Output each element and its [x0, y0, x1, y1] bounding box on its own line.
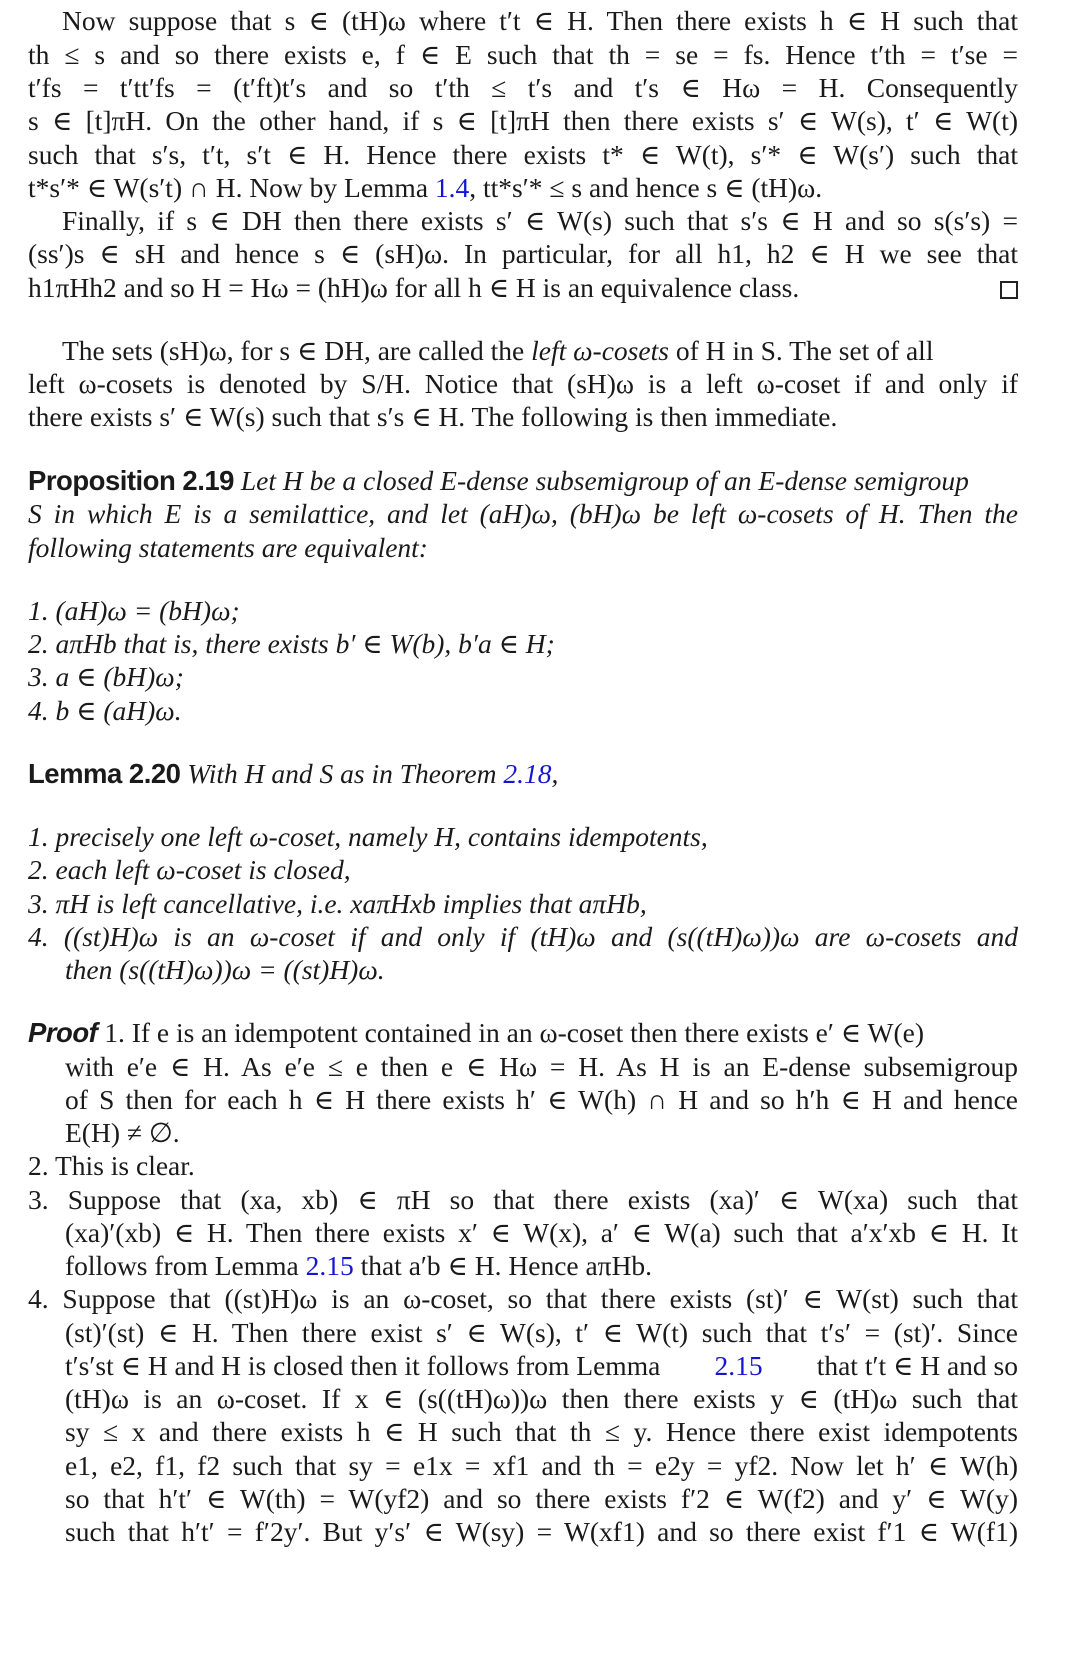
list-item: 2. This is clear. [28, 1150, 195, 1181]
defined-term: left ω-cosets [531, 335, 669, 366]
text-span: t*s′* ∈ W(s′t) ∩ H. Now by Lemma [28, 172, 435, 203]
proposition-label: Proposition 2.19 [28, 465, 234, 496]
text-line [62, 334, 1018, 368]
text-span: t′s′st ∈ H and H is closed then it follows from Lemma [65, 1350, 661, 1381]
text-line [65, 1349, 1018, 1383]
text-span: With H and S as in Theorem [187, 758, 504, 789]
lemma-1-4-link[interactable]: 1.4 [434, 172, 470, 203]
text-span: The sets (sH)ω, for s ∈ DH, are called the [62, 335, 532, 366]
text-line: Now suppose that s ∈ (tH)ω where t′t ∈ H. Then there exists h ∈ H such that [62, 5, 1018, 36]
text-span: , tt*s′* ≤ s and hence s ∈ (tH)ω. [469, 172, 823, 203]
text-line: (tH)ω is an ω-coset. If x ∈ (s((tH)ω))ω then there exists y ∈ (tH)ω such that [65, 1383, 1018, 1414]
list-item: 3. a ∈ (bH)ω; [28, 661, 184, 692]
list-item: 3. Suppose that (xa, xb) ∈ πH so that there exists (xa)′ ∈ W(xa) such that [28, 1184, 1018, 1215]
lemma-2-15-link[interactable]: 2.15 [714, 1350, 763, 1381]
theorem-2-18-link[interactable]: 2.18 [503, 758, 552, 789]
text-line: s ∈ [t]πH. On the other hand, if s ∈ [t]πH then there exists s′ ∈ W(s), t′ ∈ W(t) [28, 105, 1018, 136]
lemma-heading-line [28, 757, 558, 791]
proof-label: Proof [28, 1017, 98, 1048]
list-item: 4. ((st)H)ω is an ω-coset if and only if (tH)ω and (s((tH)ω))ω are ω-cosets and [28, 921, 1018, 952]
text-line: of S then for each h ∈ H there exists h′ ∈ W(h) ∩ H and so h′h ∈ H and hence [65, 1084, 1018, 1115]
text-line: with e′e ∈ H. As e′e ≤ e then e ∈ Hω = H. As H is an E-dense subsemigroup [65, 1051, 1018, 1082]
text-line: (st)′(st) ∈ H. Then there exist s′ ∈ W(s), t′ ∈ W(t) such that t′s′ = (st)′. Since [65, 1317, 1018, 1348]
text-span: Let H be a closed E-dense subsemigroup of an E-dense semigroup [240, 465, 969, 496]
list-item: 2. each left ω-coset is closed, [28, 854, 351, 885]
text-line: e1, e2, f1, f2 such that sy = e1x = xf1 and th = e2y = yf2. Now let h′ ∈ W(h) [65, 1450, 1018, 1481]
text-span: , [551, 758, 559, 789]
list-item: 1. precisely one left ω-coset, namely H, contains idempotents, [28, 821, 708, 852]
text-line: t′fs = t′tt′fs = (t′ft)t′s and so t′th ≤ t′s and t′s ∈ Hω = H. Consequently [28, 72, 1018, 103]
text-line [28, 271, 1018, 305]
list-item: 4. b ∈ (aH)ω. [28, 695, 182, 726]
text-line: Finally, if s ∈ DH then there exists s′ ∈ W(s) such that s′s ∈ H and so s(s′s) = [62, 205, 1018, 236]
text-line: left ω-cosets is denoted by S/H. Notice that (sH)ω is a left ω-coset if and only if [28, 368, 1018, 399]
text-line: such that h′t′ = f′2y′. But y′s′ ∈ W(sy) = W(xf1) and so there exist f′1 ∈ W(f1) [65, 1516, 1018, 1547]
text-span: h1πHh2 and so H = Hω = (hH)ω for all h ∈ H is an equivalence class. [28, 272, 800, 303]
text-span: 1. If e is an idempotent contained in an ω-coset then there exists e′ ∈ W(e) [104, 1017, 924, 1048]
text-span: that a′b ∈ H. Hence aπHb. [353, 1250, 653, 1281]
text-line: there exists s′ ∈ W(s) such that s′s ∈ H. The following is then immediate. [28, 401, 838, 432]
proof-first-line [28, 1016, 1018, 1050]
text-line: S in which E is a semilattice, and let (aH)ω, (bH)ω be left ω-cosets of H. Then the [28, 498, 1018, 529]
text-line: (xa)′(xb) ∈ H. Then there exists x′ ∈ W(x), a′ ∈ W(a) such that a′x′xb ∈ H. It [65, 1217, 1018, 1248]
list-item: 3. πH is left cancellative, i.e. xaπHxb implies that aπHb, [28, 888, 647, 919]
proposition-heading-line [28, 464, 1018, 498]
list-item: 1. (aH)ω = (bH)ω; [28, 595, 240, 626]
text-line [28, 171, 822, 205]
text-span: follows from Lemma [65, 1250, 306, 1281]
text-line: (ss′)s ∈ sH and hence s ∈ (sH)ω. In particular, for all h1, h2 ∈ H we see that [28, 238, 1018, 269]
text-span: of H in S. The set of all [668, 335, 934, 366]
text-line: E(H) ≠ ∅. [65, 1117, 180, 1148]
lemma-2-15-link[interactable]: 2.15 [305, 1250, 354, 1281]
text-line: so that h′t′ ∈ W(th) = W(yf2) and so there exists f′2 ∈ W(f2) and y′ ∈ W(y) [65, 1483, 1018, 1514]
text-line [65, 1249, 652, 1283]
text-line: sy ≤ x and there exists h ∈ H such that th ≤ y. Hence there exist idempotents [65, 1416, 1018, 1447]
text-line: th ≤ s and so there exists e, f ∈ E such that th = se = fs. Hence t′th = t′se = [28, 39, 1018, 70]
lemma-label: Lemma 2.20 [28, 758, 181, 789]
list-item: 4. Suppose that ((st)H)ω is an ω-coset, so that there exists (st)′ ∈ W(st) such that [28, 1283, 1018, 1314]
text-line: such that s′s, t′t, s′t ∈ H. Hence there exists t* ∈ W(t), s′* ∈ W(s′) such that [28, 139, 1018, 170]
qed-box-icon [1000, 281, 1018, 299]
text-span: that t′t ∈ H and so [816, 1350, 1018, 1381]
list-item-continuation: then (s((tH)ω))ω = ((st)H)ω. [65, 954, 385, 985]
list-item: 2. aπHb that is, there exists b′ ∈ W(b), b′a ∈ H; [28, 628, 555, 659]
text-line: following statements are equivalent: [28, 532, 428, 563]
